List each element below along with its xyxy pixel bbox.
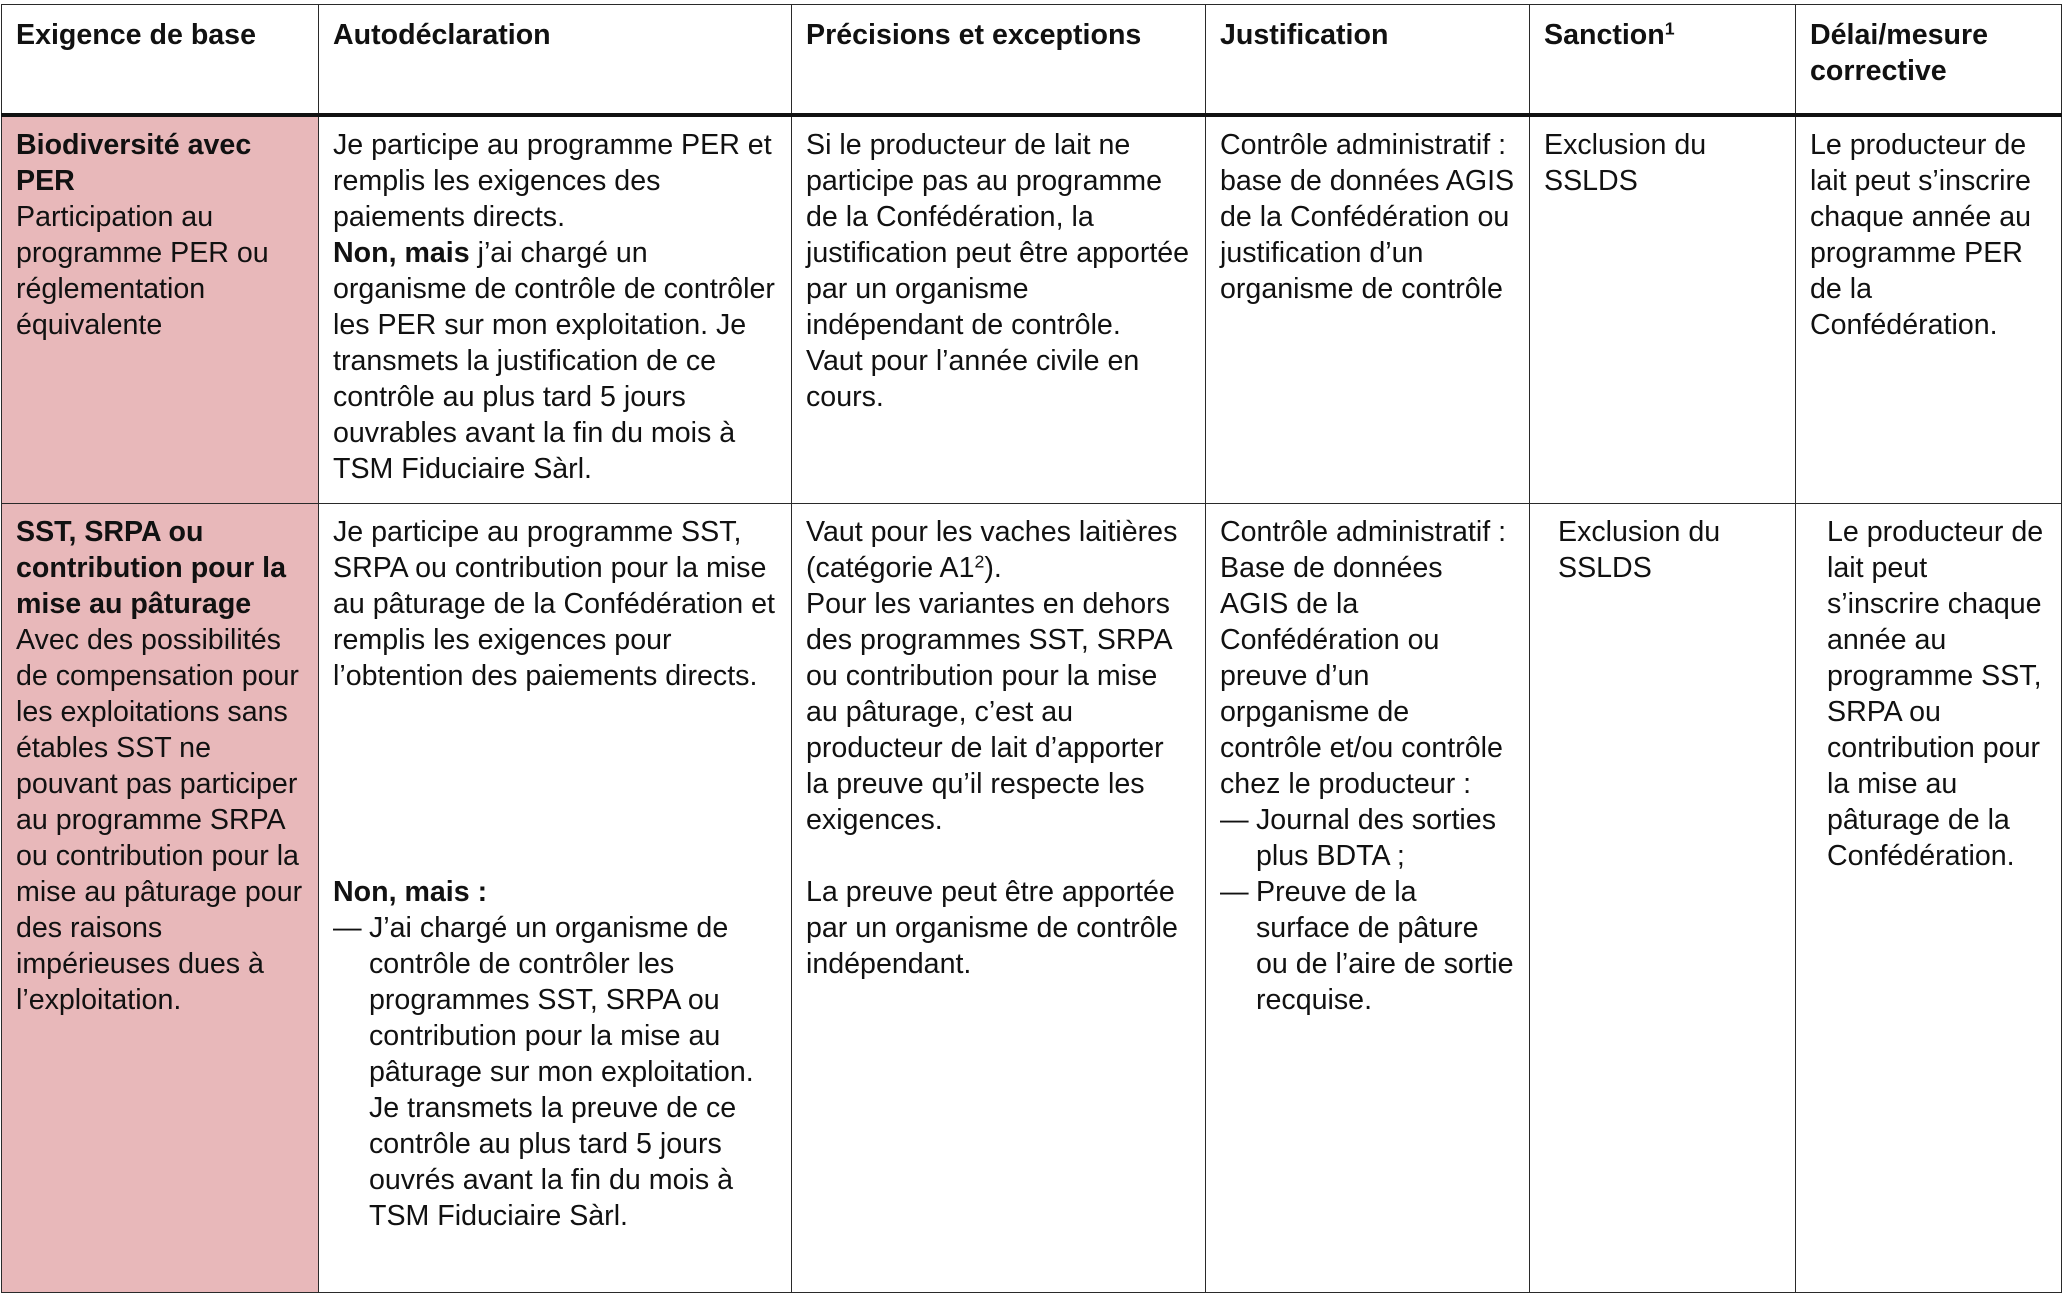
precisions-scope [806,514,1191,586]
list-item: — Journal des sorties plus BDTA ; [1220,802,1515,874]
autodeclaration-cell [319,504,792,1293]
autodeclaration-alternative [333,235,777,487]
delai-cell: Le producteur de lait peut s’inscrire chaque année au programme SST, SRPA ou contribution pour la mise au pâturage de la Confédération. [1796,504,2062,1293]
autodeclaration-cell [319,115,792,504]
exigence-text: Avec des possibilités de compensation pour les exploitations sans étables SST ne pouvant pas participer au programme SRPA ou contribution pour la mise au pâturage pour des raisons impérieuses dues à l’exploitation. [16,624,303,1016]
justification-list [1220,802,1515,1018]
justification-cell [1206,115,1530,504]
header-sanction-label: Sanction [1544,19,1665,51]
exigence-title: SST, SRPA ou contribution pour la mise au pâturage [16,516,287,620]
list-item: — Preuve de la surface de pâture ou de l’aire de sortie recquise. [1220,874,1515,1018]
header-justification: Justification [1206,5,1530,116]
delai-cell: Le producteur de lait peut s’inscrire chaque année au programme PER de la Confédération. [1796,115,2062,504]
precisions-proof: La preuve peut être apportée par un organisme de contrôle indépendant. [806,876,1178,980]
precisions-scope-end: ). [984,552,1002,584]
exigence-text: Participation au programme PER ou réglementation équivalente [16,201,269,341]
justification-text: Base de données AGIS de la Confédération ou preuve d’un orpganisme de contrôle et/ou contrôle chez le producteur : [1220,552,1503,800]
footnote-ref-1: 1 [1664,18,1675,39]
table-row [2,504,2062,1293]
table-row [2,115,2062,504]
requirements-table [1,4,2062,1293]
autodeclaration-text: Je participe au programme SST, SRPA ou contribution pour la mise au pâturage de la Confédération et remplis les exigences pour l’obtention des paiements directs. [333,516,775,692]
header-exigence: Exigence de base [2,5,319,116]
autodeclaration-text: Je participe au programme PER et remplis les exigences des paiements directs. [333,129,772,233]
alternative-list [333,910,777,1234]
precisions-cell [792,115,1206,504]
precisions-text: Pour les variantes en dehors des programmes SST, SRPA ou contribution pour la mise au pâturage, c’est au producteur de lait d’apporter la preuve qu’il respecte les exigences. [806,588,1171,836]
justification-heading: Contrôle administratif : [1220,516,1507,548]
justification-cell [1206,504,1530,1293]
exigence-cell [2,115,319,504]
sanction-cell: Exclusion du SSLDS [1530,504,1796,1293]
alternative-label: Non, mais [333,237,470,269]
precisions-scope-text: Vaut pour les vaches laitières (catégorie A1 [806,516,1178,584]
header-autodeclaration: Autodéclaration [319,5,792,116]
precisions-validity: Vaut pour l’année civile en cours. [806,345,1140,413]
precisions-text: Si le producteur de lait ne participe pas au programme de la Confédération, la justification peut être apportée par un organisme indépendant de contrôle. [806,129,1190,341]
header-precisions: Précisions et exceptions [792,5,1206,116]
alternative-label: Non, mais : [333,876,488,908]
exigence-cell [2,504,319,1293]
alternative-text: j’ai chargé un organisme de contrôle de contrôler les PER sur mon exploitation. Je transmets la justification de ce contrôle au plus tard 5 jours ouvrables avant la fin du mois à TSM Fiduciaire Sàrl. [333,237,775,485]
list-item: — J’ai chargé un organisme de contrôle de contrôler les programmes SST, SRPA ou contribution pour la mise au pâturage sur mon exploitation. Je transmets la preuve de ce contrôle au plus tard 5 jours ouvrés avant la fin du mois à TSM Fiduciaire Sàrl. [333,910,777,1234]
header-delai: Délai/mesure corrective [1796,5,2062,116]
table-header-row [2,5,2062,116]
footnote-ref-2: 2 [974,551,985,572]
precisions-cell [792,504,1206,1293]
exigence-title: Biodiversité avec PER [16,129,252,197]
header-sanction [1530,5,1796,116]
justification-heading: Contrôle administratif : [1220,129,1507,161]
justification-text: base de données AGIS de la Confédération ou justification d’un organisme de contrôle [1220,165,1515,305]
sanction-cell: Exclusion du SSLDS [1530,115,1796,504]
